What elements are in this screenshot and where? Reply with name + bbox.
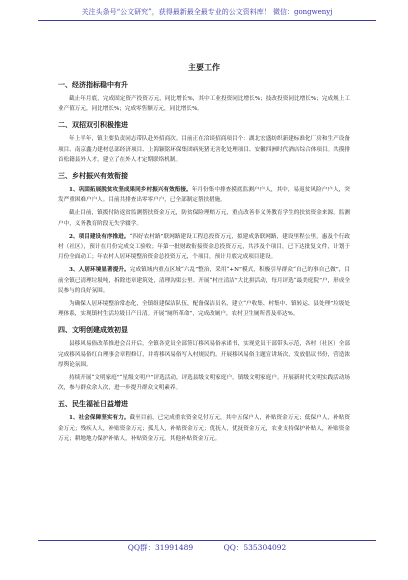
paragraph (58, 373, 350, 393)
paragraph-text: 县移风易俗改革推进会召开后，全镇各党员全部签订移风易俗承诺书，实现党员干部带头示范，各村（社区）全部完成移风易俗红白理事会章程修订，并将移风易俗写入村规民约。开展移风易俗主题宣讲场次，发放倡议书份，营造浓厚舆论氛围。 (58, 341, 350, 368)
section-heading: 五、民生福祉日益增进 (58, 399, 128, 409)
header-banner: 关注头条号“公文研究”，获得最新最全最专业的公文资料库！ 微信：gongwenyj (38, 6, 376, 21)
paragraph (58, 299, 350, 319)
section (58, 399, 350, 444)
paragraph (58, 134, 350, 165)
paragraph-lead: 1、社会保障坚实有力。 (69, 415, 130, 422)
section-heading: 一、经济指标稳中有升 (58, 80, 128, 89)
paragraph (58, 94, 350, 114)
paragraph-text: 持续开展“文明家庭”“星级文明户”评选活动，评选县级文明家庭户，镇级文明家庭户。开展新时代文明实践活动场次，参与群众余人次，进一步提升群众文明素养。 (58, 375, 350, 392)
section (58, 171, 350, 319)
page-title: 主要工作 (188, 62, 220, 72)
paragraph (58, 265, 350, 296)
paragraph-text: “四好农村路”联网路建设工程总投资万元，拟建成条联网路，建设里程公里，惠及个行政村（社区），预计在月份完成交工验收；年第一批财政衔接资金总投资万元，共涉及个项目，已下达批复文件，计划于月份全面动工；年农村人居环境整治资金总投资万元，个项目，预计月底完成项目建设。 (58, 233, 350, 261)
paragraph-text: 截至目前，已完成重农资金兑付万元，其中五保户人，补贴资金万元；低保户人，补贴资金万元；残疾人人，补贴资金万元；孤儿人，补贴资金万元；优抚人，优抚资金万元，农业支持保护补贴人，补贴资金万元；耕地地力保护补贴人，补贴资金万元。其他补贴资金万元。 (58, 415, 350, 442)
paragraph-lead: 1、巩固拓展脱贫攻坚成果同乡村振兴有效衔接。 (69, 187, 192, 194)
section-heading: 二、双招双引积极推进 (58, 120, 128, 130)
footer-qq-group: QQ群：31991489 (127, 543, 194, 552)
paragraph-text: 为确保人居环境整治常态化，全镇组建保洁队伍，配备保洁员名，建立“户收集、村集中、镇转运、县处理”垃圾处理体系，实现镇村生活垃圾日产日清。开展“厕所革命”，完成改厕户，农村卫生厕所普及率达%。 (58, 301, 350, 318)
paragraph (58, 413, 350, 444)
paragraph-text: 年上半年，镇主要负责同志带队赴外招商次。目前正在洽谈招商项目个：湖北宏盛纺织新建标准化厂房和生产设备项目、南京鑫力建材总部经济项目、上海颖铭环保集团病死猪无害化处理项目、安徽四洲时代酒店综合体项目。共摸排首松籍县外人才，建立了在外人才定期联络机制。 (58, 136, 350, 163)
section (58, 80, 350, 114)
section-heading: 四、文明创建成效初显 (58, 325, 128, 335)
footer-qq-contact: QQ：535304092 (223, 543, 287, 552)
document-body (58, 62, 350, 447)
paragraph (58, 185, 350, 205)
paragraph-text: 完成镇域内重点区域“六乱”整治，采用“+N”模式，积极引导群众“自己的事自己做”，目前全镇已清理垃圾吨，拆除违章建筑处，清理沟渠公里。开展“村庄清洁”大比拼活动，每月评选“最美庭院”户，形成全民参与的良好氛围。 (58, 267, 350, 294)
paragraph-lead: 3、人居环境显著提升。 (69, 267, 130, 274)
paragraph (58, 339, 350, 370)
paragraph (58, 208, 350, 228)
section-heading: 三、乡村振兴有效衔接 (58, 171, 128, 181)
paragraph-text: 截止目前，镇拨付防返贫监测帮扶资金万元，防贫保险理赔万元，重点改善非义务教育学生的扶贫资金来源。监测户中，义务教育阶段无失学辍学。 (58, 210, 350, 227)
paragraph (58, 232, 350, 263)
section (58, 325, 350, 393)
paragraph-text: 截止年月底，完成固定资产投资万元，同比增长%，其中工业投资同比增长%；技改投资同比增长%；完成规上工业产值万元，同比增长%；完成零售额万元，同比增长%。 (58, 96, 350, 113)
footer-banner (38, 540, 376, 555)
paragraph-lead: 2、项目建设有序推进。 (69, 233, 130, 240)
section (58, 120, 350, 165)
paragraph-text: 年月份集中排查摸底监测户户人，其中，易返贫风险户户人，突发严重困难户户人。目前共排查出零零户户，已全部制定帮扶措施。 (58, 187, 350, 204)
